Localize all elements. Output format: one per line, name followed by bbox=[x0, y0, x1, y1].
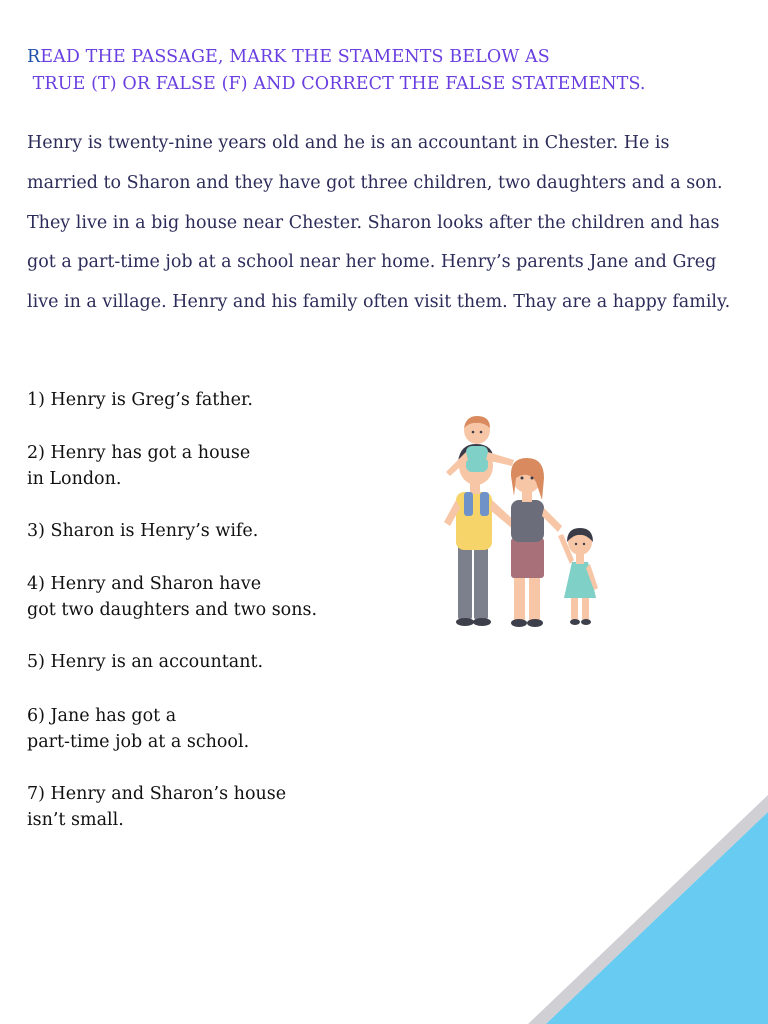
corner-blue-triangle bbox=[546, 812, 768, 1024]
statement-1: 1) Henry is Greg’s father. bbox=[27, 390, 253, 410]
daughter-figure bbox=[558, 528, 598, 625]
statement-7: 7) Henry and Sharon’s house isn’t small. bbox=[27, 784, 287, 830]
corner-gray-stripe bbox=[528, 795, 768, 1024]
statement-6: 6) Jane has got a part-time job at a school. bbox=[27, 706, 250, 752]
statement-2: 2) Henry has got a house in London. bbox=[27, 443, 251, 489]
family-illustration-icon bbox=[436, 412, 608, 632]
instructions-line2: TRUE (T) OR FALSE (F) AND CORRECT THE FALSE STATEMENTS. bbox=[27, 74, 646, 94]
statement-3: 3) Sharon is Henry’s wife. bbox=[27, 521, 259, 541]
father-figure bbox=[444, 416, 518, 626]
statement-5: 5) Henry is an accountant. bbox=[27, 652, 264, 672]
statement-4: 4) Henry and Sharon have got two daughters and two sons. bbox=[27, 574, 318, 620]
instructions-first-letter: R bbox=[27, 47, 41, 67]
mother-figure bbox=[511, 458, 562, 627]
instructions-line1: EAD THE PASSAGE, MARK THE STAMENTS BELOW AS bbox=[40, 47, 550, 67]
reading-passage: Henry is twenty-nine years old and he is an accountant in Chester. He is married to Sharon and they have got three children, two daughters and a son. They live in a big house near Chester. Sharon looks after the children and has got a part-time job at a school near her home. Henry’s parents Jane and Greg live in a village. Henry and his family often visit them. Thay are a happy family. bbox=[27, 133, 731, 313]
instructions-heading bbox=[27, 44, 747, 98]
